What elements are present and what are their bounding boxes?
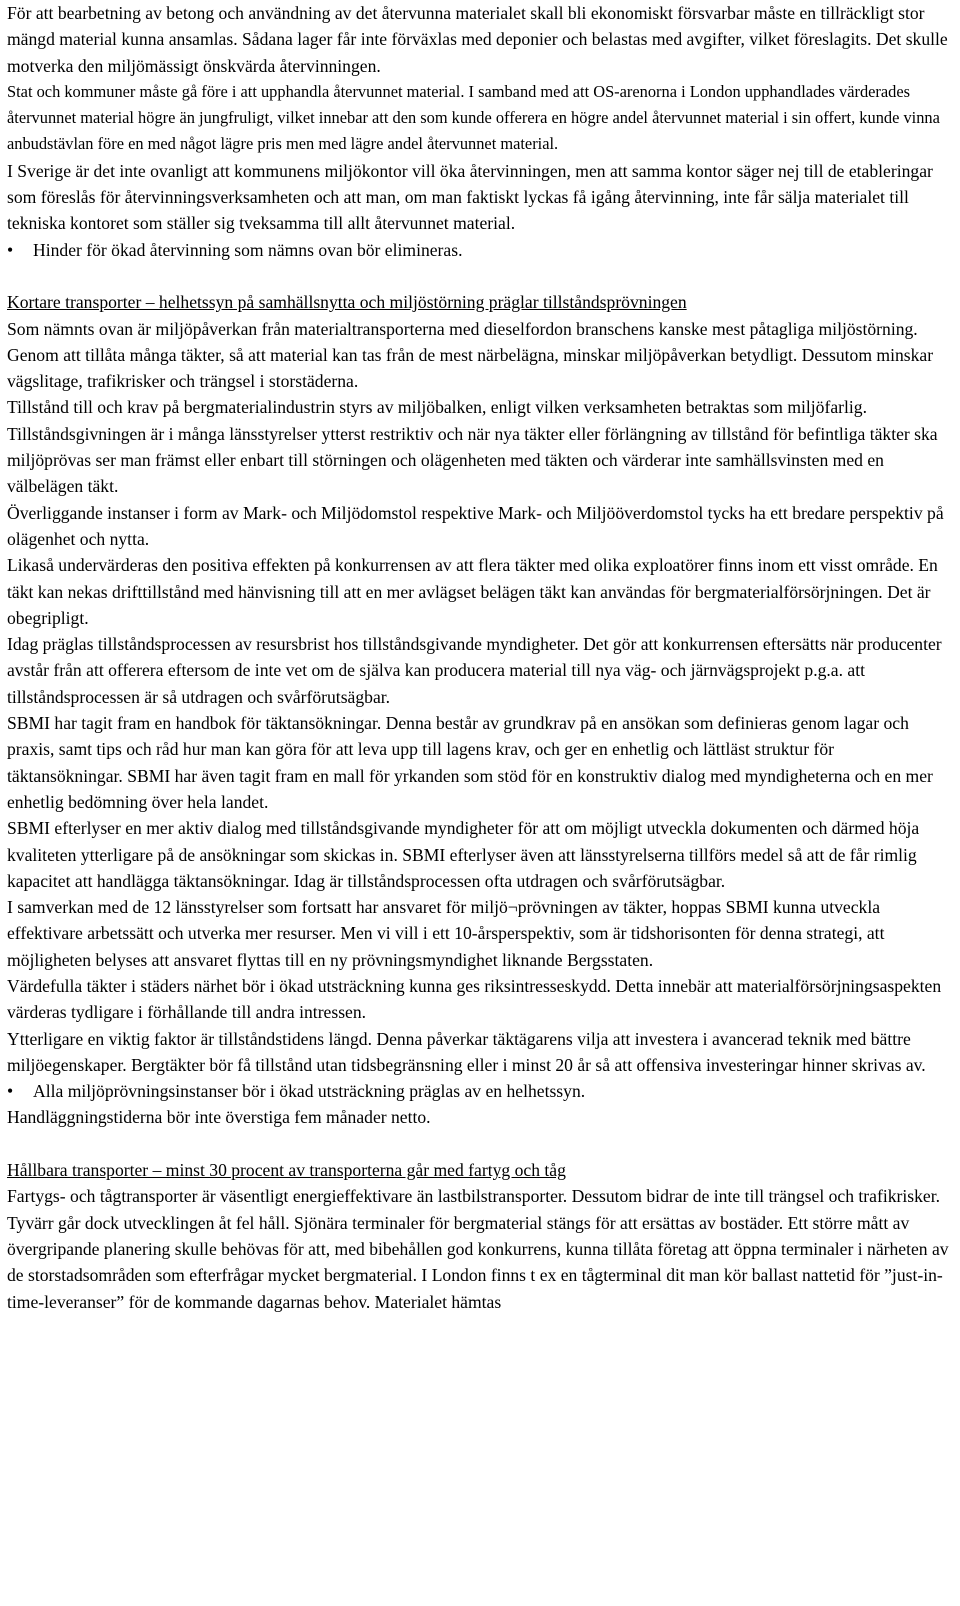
bullet-text: Alla miljöprövningsinstanser bör i ökad utsträckning präglas av en helhetssyn.: [33, 1081, 586, 1102]
paragraph-cooperation: I samverkan med de 12 länsstyrelser som fortsatt har ansvaret för miljö¬prövningen av täkter, hoppas SBMI kunna utveckla effektivare arbetssätt och utverka mer resurser. Men vi vill i ett 10-årsperspektiv, som är tidshorisonten för denna strategi, att möjligheten belyses att ansvaret flyttas till en ny prövningsmyndighet liknande Bergsstaten.: [7, 897, 885, 970]
paragraph-permits: Tillstånd till och krav på bergmaterialindustrin styrs av miljöbalken, enligt vilken verksamheten betraktas som miljöfarlig. Tillståndsgivningen är i många länsstyrelser ytterst restriktiv och när nya täkter eller förlängning av tillstånd för befintliga täkter ska miljöprövas ser man främst eller enbart till störningen och olägenheten med täkten och värderar inte samhällsvinsten med en välbelägen täkt.: [7, 397, 938, 497]
paragraph-resource-shortage: Idag präglas tillståndsprocessen av resursbrist hos tillståndsgivande myndigheter. Det gör att konkurrensen eftersätts när producenter avstår från att offerera eftersom de inte vet om de själva kan producera material till nya väg- och järnvägsprojekt p.g.a. att tillståndsprocessen är så utdragen och svårförutsägbar.: [7, 634, 942, 707]
paragraph-courts: Överliggande instanser i form av Mark- och Miljödomstol respektive Mark- och Miljööverdomstol tycks ha ett bredare perspektiv på olägenhet och nytta.: [7, 502, 944, 549]
paragraph-recycling-storage: För att bearbetning av betong och användning av det återvunna materialet skall bli ekonomiskt försvarbar måste en tillräckligt stor mängd material kunna ansamlas. Sådana lager får inte förväxlas med deponier och belastas med avgifter, vilket föreslagits. Det skulle motverka den miljömässigt önskvärda återvinningen.: [7, 3, 948, 76]
bullet-icon: •: [7, 239, 14, 260]
bullet-icon: •: [7, 1081, 14, 1102]
section-heading-sustainable-transports: Hållbara transporter – minst 30 procent av transporterna går med fartyg och tåg: [7, 1160, 566, 1181]
paragraph-ship-and-rail: Fartygs- och tågtransporter är väsentligt energieffektivare än lastbilstransporter. Dessutom bidrar de inte till trängsel och trafikrisker. Tyvärr går dock utvecklingen åt fel håll. Sjönära terminaler för bergmaterial stängs för att ersättas av bostäder. Ett större mått av övergripande planering skulle behövas för att, med bibehållen god konkurrens, kunna tillåta företag att öppna terminaler i närheten av de storstadsområden som efterfrågar mycket bergmaterial. I London finns t ex en tågterminal dit man kör ballast nattetid för ”just-in-time-leveranser” för de kommande dagarnas behov. Materialet hämtas: [7, 1186, 949, 1312]
bullet-item-eliminate-obstacles: [7, 237, 952, 263]
paragraph-permit-duration: Ytterligare en viktig faktor är tillståndstidens längd. Denna påverkar täktägarens vilja att investera i avancerad teknik med bättre miljöegenskaper. Bergtäkter bör få tillstånd utan tidsbegränsning eller i minst 20 år så att offensiva investeringar hinner skrivas av.: [7, 1028, 926, 1075]
paragraph-processing-times: Handläggningstiderna bör inte överstiga fem månader netto.: [7, 1107, 431, 1128]
paragraph-competition: Likaså undervärderas den positiva effekten på konkurrensen av att flera täkter med olika exploatörer finns inom ett visst område. En täkt kan nekas drifttillstånd med hänvisning till att en mer avlägset belägen täkt kan användas för bergmaterialförsörjningen. Det är obegripligt.: [7, 555, 938, 628]
bullet-text: Hinder för ökad återvinning som nämns ovan bör elimineras.: [33, 239, 463, 260]
paragraph-handbook: SBMI har tagit fram en handbok för täktansökningar. Denna består av grundkrav på en ansökan som definieras genom lagar och praxis, samt tips och råd hur man kan göra för att leva upp till lagens krav, och ger en enhetlig och lättläst struktur för täktansökningar. SBMI har även tagit fram en mall för yrkanden som stöd för en konstruktiv dialog med myndigheterna och en mer enhetlig bedömning över hela landet.: [7, 713, 933, 812]
paragraph-national-interest: Värdefulla täkter i städers närhet bör i ökad utsträckning kunna ges riksintresseskydd. Detta innebär att materialförsörjningsaspekten värderas tydligare i förhållande till andra intressen.: [7, 975, 942, 1023]
paragraph-environmental-impact: Som nämnts ovan är miljöpåverkan från materialtransporterna med dieselfordon branschens kanske mest påtagliga miljöstörning. Genom att tillåta många täkter, så att material kan tas från de mest närbelägna, minskar miljöpåverkan betydligt. Dessutom minskar vägslitage, trafikrisker och trängsel i storstäderna.: [7, 318, 934, 392]
paragraph-dialogue: SBMI efterlyser en mer aktiv dialog med tillståndsgivande myndigheter för att om möjligt utveckla dokumenten och därmed höja kvaliteten ytterligare på de ansökningar som skickas in. SBMI efterlyser även att länsstyrelserna tillförs medel så att de får rimlig kapacitet att handlägga täktansökningar. Idag är tillståndsprocessen ofta utdragen och svårförutsägbar.: [7, 818, 920, 891]
paragraph-public-procurement: Stat och kommuner måste gå före i att upphandla återvunnet material. I samband med att OS-arenorna i London upphandlades värderades återvunnet material högre än jungfruligt, vilket innebar att den som kunde offerera en högre andel återvunnet material i sin offert, kunde vinna anbudstävlan före en med något lägre pris men med lägre andel återvunnet material.: [7, 81, 940, 154]
bullet-item-holistic-view: [7, 1078, 952, 1104]
paragraph-sweden-municipal: I Sverige är det inte ovanligt att kommunens miljökontor vill öka återvinningen, men att samma kontor säger nej till de etableringar som föreslås för återvinningsverksamheten och att man, om man faktiskt lyckas få igång återvinning, inte får sälja materialet till tekniska kontoret som ställer sig tveksamma till allt återvunnet material.: [7, 160, 933, 234]
section-heading-shorter-transports: Kortare transporter – helhetssyn på samhällsnytta och miljöstörning präglar tillståndsprövningen: [7, 292, 687, 313]
